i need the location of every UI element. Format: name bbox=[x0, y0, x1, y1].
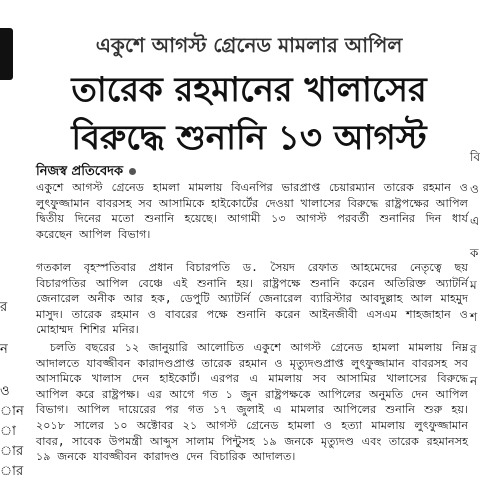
byline-text: নিজস্ব প্রতিবেদক bbox=[36, 164, 124, 179]
right-column-fragment: ক bbox=[470, 246, 479, 260]
news-article bbox=[30, 0, 468, 499]
right-column-fragment: শ bbox=[470, 310, 478, 324]
adjacent-column-right bbox=[470, 0, 480, 499]
left-column-fragment: র bbox=[0, 300, 8, 315]
left-column-fragment: ার bbox=[0, 464, 24, 479]
left-column-fragment: ান bbox=[0, 404, 24, 419]
paragraph-1: একুশে আগস্ট গ্রেনেড হামলা মামলায় বিএনপির ভারপ্রাপ্ত চেয়ারম্যান তারেক রহমান ও লুৎফুজ্জামান বাবরসহ সব আসামিকে হাইকোর্টের দেওয়া খালাসের বিরুদ্ধে রাষ্ট্রপক্ষের আপিল দ্বিতীয় দিনের মতো শুনানি হয়েছে। আগামী ১৩ আগস্ট পরবর্তী শুনানির দিন ধার্য করেছেন আপিল বিভাগ। bbox=[36, 181, 468, 241]
left-column-fragment: ার bbox=[0, 444, 24, 459]
paragraph-2: গতকাল বৃহস্পতিবার প্রধান বিচারপতি ড. সৈয়দ রেফাত আহমেদের নেতৃত্বে ছয় বিচারপতির আপিল বেঞ্চে এই শুনানি হয়। রাষ্ট্রপক্ষে শুনানি করেন অতিরিক্ত অ্যাটর্নি জেনারেল অনীক আর হক, ডেপুটি অ্যাটর্নি জেনারেল ব্যারিস্টার আবদুল্লাহ আল মাহমুদ মাসুদ। তারেক রহমান ও বাবরের পক্ষে শুনানি করেন আইনজীবী এসএম শাহজাহান ও মোহাম্মদ শিশির মনির। bbox=[36, 261, 468, 337]
headline bbox=[30, 66, 468, 162]
headline-line-1: তারেক রহমানের খালাসের bbox=[71, 70, 427, 110]
right-column-fragment: ম bbox=[470, 278, 477, 292]
adjacent-column-left bbox=[0, 0, 24, 499]
right-column-fragment: বি bbox=[470, 150, 480, 164]
kicker: একুশে আগস্ট গ্রেনেড মামলার আপিল bbox=[95, 33, 403, 57]
right-column-fragment: ন bbox=[470, 374, 478, 388]
paragraph-3: চলতি বছরের ১২ জানুয়ারি আলোচিত একুশে আগস্ট গ্রেনেড হামলা মামলায় নিম্ন আদালতে যাবজ্জীবন কারাদণ্ডপ্রাপ্ত তারেক রহমান ও মৃত্যুদণ্ডপ্রাপ্ত লুৎফুজ্জামান বাবরসহ সব আসামিকে খালাস দেন হাইকোর্ট। এরপর এ মামলায় সব আসামির খালাসের বিরুদ্ধে আপিল করে রাষ্ট্রপক্ষ। এর আগে গত ১ জুন রাষ্ট্রপক্ষকে আপিলের অনুমতি দেন আপিল বিভাগ। আপিল দায়েরের পর গত ১৭ জুলাই এ মামলার আপিলের শুনানি শুরু হয়। ২০১৮ সালের ১০ অক্টোবর ২১ আগস্ট গ্রেনেড হামলা ও হত্যা মামলায় লুৎফুজ্জামান বাবর, সাবেক উপমন্ত্রী আব্দুস সালাম পিন্টুসহ ১৯ জনকে মৃত্যুদণ্ড এবং তারেক রহমানসহ ১৯ জনকে যাবজ্জীবন কারাদণ্ড দেন বিচারিক আদালত। bbox=[36, 341, 468, 464]
right-column-fragment: এ bbox=[470, 214, 480, 228]
right-column-fragment: ও bbox=[470, 182, 479, 196]
left-column-fragment: ও bbox=[0, 384, 10, 399]
section-tab bbox=[0, 28, 13, 80]
right-column-fragment: র bbox=[470, 342, 477, 356]
headline-line-2: বিরুদ্ধে শুনানি ১৩ আগস্ট bbox=[71, 118, 427, 158]
left-column-fragment: া bbox=[0, 424, 16, 439]
bullet-icon bbox=[129, 168, 136, 175]
left-column-fragment: ন bbox=[0, 342, 8, 357]
